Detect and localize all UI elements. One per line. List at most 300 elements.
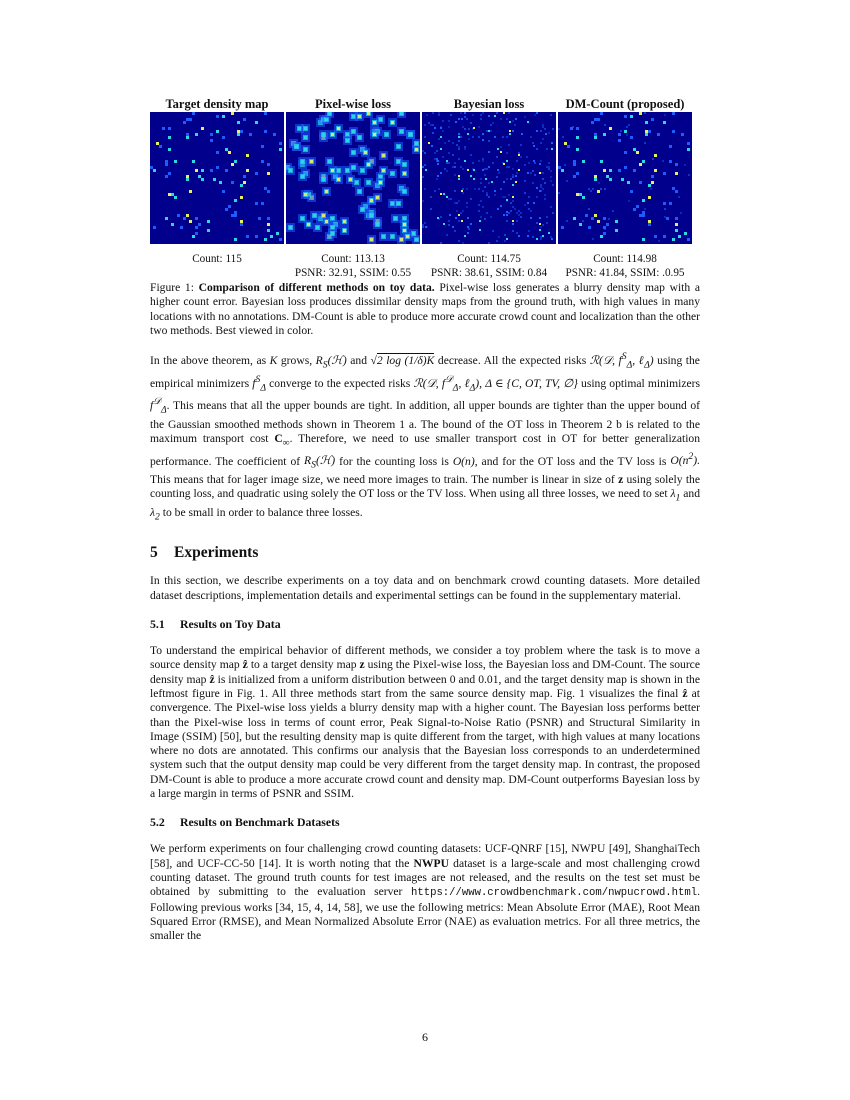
density-pixel: [550, 180, 552, 182]
density-pixel: [397, 202, 400, 205]
density-pixel: [657, 133, 660, 136]
density-pixel: [515, 175, 517, 177]
density-pixel: [510, 210, 512, 212]
density-pixel: [444, 168, 446, 170]
density-pixel: [478, 204, 480, 206]
density-pixel: [484, 218, 486, 220]
density-pixel: [246, 235, 249, 238]
density-pixel: [515, 118, 517, 120]
density-pixel: [526, 156, 528, 158]
density-pixel: [633, 148, 636, 151]
density-pixel: [488, 130, 490, 132]
density-pixel: [448, 120, 450, 122]
figure-caption: [150, 281, 700, 338]
density-pixel: [240, 196, 243, 199]
dmcount-density-map-image: [558, 112, 692, 244]
density-pixel: [183, 121, 186, 124]
density-pixel: [304, 148, 307, 151]
density-pixel: [454, 202, 456, 204]
density-pixel: [518, 235, 520, 237]
density-pixel: [171, 193, 174, 196]
density-pixel: [478, 210, 480, 212]
density-pixel: [508, 112, 510, 114]
density-pixel: [680, 212, 682, 214]
density-pixel: [207, 220, 210, 223]
density-pixel: [186, 118, 189, 121]
density-pixel: [606, 175, 609, 178]
density-pixel: [503, 214, 505, 216]
density-pixel: [264, 238, 267, 241]
density-pixel: [189, 190, 192, 193]
density-pixel: [415, 238, 418, 241]
density-pixel: [644, 208, 646, 210]
page-number: 6: [422, 1030, 428, 1044]
density-pixel: [490, 216, 492, 218]
density-pixel: [630, 190, 633, 193]
density-pixel: [482, 190, 484, 192]
density-pixel: [434, 158, 436, 160]
density-pixel: [171, 223, 174, 226]
density-pixel: [462, 188, 464, 190]
density-pixel: [431, 145, 433, 147]
density-pixel: [162, 127, 165, 130]
density-pixel: [608, 218, 610, 220]
panel-pixelwise: [286, 96, 420, 244]
density-pixel: [322, 214, 325, 217]
density-pixel: [536, 112, 538, 114]
density-pixel: [642, 211, 645, 214]
density-pixel: [458, 200, 460, 202]
density-pixel: [532, 236, 534, 238]
density-pixel: [546, 166, 548, 168]
density-pixel: [448, 152, 450, 154]
density-pixel: [654, 169, 657, 172]
density-pixel: [391, 172, 394, 175]
density-pixel: [480, 182, 482, 184]
density-pixel: [654, 154, 657, 157]
density-pixel: [436, 158, 438, 160]
density-pixel: [540, 238, 542, 240]
density-pixel: [222, 136, 225, 139]
density-pixel: [428, 122, 430, 124]
density-pixel: [502, 196, 504, 198]
density-pixel: [532, 182, 534, 184]
density-pixel: [540, 184, 542, 186]
density-pixel: [603, 217, 606, 220]
density-pixel: [454, 174, 456, 176]
density-pixel: [422, 166, 424, 168]
density-pixel: [255, 121, 258, 124]
density-pixel: [500, 151, 502, 153]
density-pixel: [462, 192, 464, 194]
density-pixel: [486, 192, 488, 194]
metrics-label: PSNR: 32.91, SSIM: 0.55: [294, 267, 412, 279]
density-pixel: [500, 118, 502, 120]
density-pixel: [234, 199, 237, 202]
density-pixel: [255, 202, 258, 205]
density-pixel: [201, 127, 204, 130]
density-pixel: [548, 162, 550, 164]
density-pixel: [225, 148, 228, 151]
density-pixel: [533, 202, 535, 204]
density-pixel: [468, 228, 470, 230]
density-pixel: [174, 196, 177, 199]
density-pixel: [687, 148, 690, 151]
density-pixel: [500, 146, 502, 148]
density-pixel: [675, 229, 678, 232]
density-pixel: [497, 169, 499, 171]
density-pixel: [434, 152, 436, 154]
subsection-heading: 5.1 Results on Toy Data: [150, 617, 281, 632]
density-pixel: [579, 223, 582, 226]
density-pixel: [249, 133, 252, 136]
density-pixel: [645, 130, 648, 133]
density-pixel: [337, 127, 340, 130]
count-label: Count: 115: [192, 253, 242, 265]
density-pixel: [301, 217, 304, 220]
density-pixel: [460, 112, 462, 114]
density-pixel: [536, 222, 538, 224]
density-pixel: [598, 182, 600, 184]
density-pixel: [482, 133, 484, 135]
density-pixel: [485, 178, 487, 180]
density-pixel: [498, 236, 500, 238]
density-pixel: [165, 217, 168, 220]
density-pixel: [492, 230, 494, 232]
density-pixel: [458, 214, 460, 216]
density-pixel: [455, 217, 457, 219]
density-pixel: [618, 133, 621, 136]
density-pixel: [216, 151, 219, 154]
section-intro: In this section, we describe experiments on a toy data and on benchmark crowd counting datasets. More detailed dataset descriptions, implementation details and experimental settings can be found in the supplementary material.: [150, 574, 700, 602]
density-pixel: [648, 130, 651, 133]
density-pixel: [422, 200, 424, 202]
density-pixel: [358, 190, 361, 193]
density-pixel: [448, 126, 450, 128]
density-pixel: [644, 112, 646, 114]
density-pixel: [150, 166, 153, 169]
density-pixel: [450, 114, 452, 116]
density-pixel: [530, 172, 532, 174]
density-pixel: [494, 115, 496, 117]
density-pixel: [503, 163, 505, 165]
density-pixel: [478, 188, 480, 190]
density-pixel: [264, 187, 267, 190]
density-pixel: [651, 175, 654, 178]
density-pixel: [460, 212, 462, 214]
density-pixel: [430, 124, 432, 126]
density-pixel: [267, 229, 270, 232]
density-pixel: [626, 134, 628, 136]
density-pixel: [548, 166, 550, 168]
density-pixel: [687, 238, 690, 241]
density-pixel: [432, 112, 434, 114]
density-pixel: [168, 172, 171, 175]
density-pixel: [261, 145, 264, 148]
density-pixel: [195, 133, 198, 136]
density-pixel: [174, 160, 177, 163]
density-pixel: [458, 220, 460, 222]
density-pixel: [240, 184, 243, 187]
density-pixel: [295, 145, 298, 148]
density-pixel: [582, 160, 585, 163]
density-pixel: [628, 124, 630, 126]
density-pixel: [562, 136, 564, 138]
density-pixel: [480, 200, 482, 202]
density-pixel: [603, 169, 606, 172]
density-pixel: [592, 238, 594, 240]
density-pixel: [642, 199, 645, 202]
density-pixel: [331, 133, 334, 136]
density-pixel: [464, 128, 466, 130]
density-pixel: [466, 202, 468, 204]
density-pixel: [243, 181, 246, 184]
density-pixel: [240, 130, 243, 133]
density-pixel: [331, 169, 334, 172]
density-pixel: [382, 154, 385, 157]
density-pixel: [576, 148, 579, 151]
density-pixel: [675, 172, 678, 175]
density-pixel: [440, 172, 442, 174]
pixelwise-density-map-image: [286, 112, 420, 244]
density-pixel: [479, 229, 481, 231]
density-pixel: [651, 118, 654, 121]
density-pixel: [424, 188, 426, 190]
density-pixel: [467, 169, 469, 171]
density-pixel: [425, 226, 427, 228]
density-pixel: [460, 166, 462, 168]
density-pixel: [579, 193, 582, 196]
density-pixel: [424, 152, 426, 154]
density-pixel: [564, 164, 566, 166]
density-pixel: [540, 226, 542, 228]
paper-page: [150, 96, 700, 943]
density-pixel: [426, 114, 428, 116]
density-pixel: [527, 172, 529, 174]
density-pixel: [440, 136, 442, 138]
density-pixel: [307, 223, 310, 226]
density-pixel: [636, 205, 639, 208]
density-pixel: [270, 235, 273, 238]
density-pixel: [322, 133, 325, 136]
density-pixel: [443, 223, 445, 225]
density-pixel: [624, 115, 627, 118]
density-pixel: [594, 178, 597, 181]
density-pixel: [462, 210, 464, 212]
density-pixel: [492, 162, 494, 164]
density-pixel: [488, 182, 490, 184]
density-pixel: [222, 190, 225, 193]
density-pixel: [675, 190, 678, 193]
density-pixel: [548, 232, 550, 234]
density-pixel: [672, 238, 675, 241]
density-pixel: [592, 188, 594, 190]
density-pixel: [422, 224, 424, 226]
density-pixel: [461, 190, 463, 192]
density-pixel: [464, 235, 466, 237]
metrics-label: PSNR: 38.61, SSIM: 0.84: [430, 267, 548, 279]
density-pixel: [684, 164, 686, 166]
density-pixel: [210, 169, 213, 172]
density-pixel: [504, 240, 506, 242]
density-pixel: [603, 133, 606, 136]
density-pixel: [210, 139, 213, 142]
density-pixel: [486, 212, 488, 214]
density-pixel: [442, 120, 444, 122]
density-pixel: [530, 210, 532, 212]
density-pixel: [216, 166, 219, 169]
density-pixel: [478, 126, 480, 128]
density-pixel: [467, 133, 469, 135]
evaluation-server-url[interactable]: https://www.crowdbenchmark.com/nwpucrowd.html: [411, 887, 698, 900]
density-pixel: [352, 130, 355, 133]
density-pixel: [424, 124, 426, 126]
density-pixel: [355, 181, 358, 184]
density-pixel: [325, 190, 328, 193]
density-pixel: [645, 121, 648, 124]
figure-1: [150, 96, 700, 338]
density-pixel: [443, 193, 445, 195]
density-pixel: [165, 160, 168, 163]
density-pixel: [550, 114, 552, 116]
density-pixel: [482, 112, 484, 114]
density-pixel: [484, 168, 486, 170]
density-pixel: [478, 160, 480, 162]
density-pixel: [687, 142, 690, 145]
density-pixel: [261, 160, 264, 163]
density-pixel: [379, 181, 382, 184]
density-pixel: [195, 232, 198, 235]
density-pixel: [316, 226, 319, 229]
density-pixel: [376, 223, 379, 226]
density-pixel: [678, 235, 681, 238]
density-pixel: [681, 133, 684, 136]
density-pixel: [506, 199, 508, 201]
density-pixel: [500, 188, 502, 190]
density-pixel: [358, 136, 361, 139]
density-pixel: [472, 162, 474, 164]
density-pixel: [243, 118, 246, 121]
density-pixel: [452, 226, 454, 228]
density-pixel: [298, 127, 301, 130]
density-pixel: [536, 196, 538, 198]
density-pixel: [478, 136, 480, 138]
density-pixel: [246, 154, 249, 157]
density-pixel: [391, 235, 394, 238]
density-pixel: [367, 163, 370, 166]
density-pixel: [506, 178, 508, 180]
density-pixel: [624, 166, 627, 169]
density-pixel: [346, 169, 349, 172]
density-pixel: [506, 136, 508, 138]
density-pixel: [436, 178, 438, 180]
density-pixel: [536, 148, 538, 150]
density-pixel: [504, 196, 506, 198]
density-pixel: [448, 140, 450, 142]
density-pixel: [434, 127, 436, 129]
density-pixel: [464, 160, 466, 162]
density-pixel: [509, 130, 511, 132]
density-pixel: [467, 217, 469, 219]
density-pixel: [438, 114, 440, 116]
density-pixel: [506, 238, 508, 240]
density-pixel: [198, 175, 201, 178]
density-pixel: [624, 151, 627, 154]
density-pixel: [514, 208, 516, 210]
density-pixel: [663, 235, 666, 238]
density-pixel: [663, 202, 666, 205]
density-pixel: [343, 220, 346, 223]
density-pixel: [438, 112, 440, 114]
density-pixel: [512, 120, 514, 122]
density-pixel: [243, 175, 246, 178]
density-pixel: [165, 175, 168, 178]
density-pixel: [542, 124, 544, 126]
density-pixel: [672, 112, 675, 115]
theorem-paragraph: In the above theorem, as K grows, $R_S(ℋ)$ and √2 log (1/δ)K decrease. All the expected risks ℛ(𝒟, $f^S_\Delta$, ℓ$_\Delta$) using the empirical minimizers $f^S_\Delta$ converge to the expected risks ℛ(𝒟, $f^𝒟_\Delta$, ℓ$_\Delta$), Δ ∈ {C, OT, TV, ∅} using optimal minimizers $f^𝒟_\Delta$. This means that all the upper bounds are tight. In addition, all upper bounds are tighter than the upper bound of the Gaussian smoothed methods shown in Theorem 1 a. The bound of the OT loss in Theorem 2 b is related to the maximum transport cost $C_\infty$. Therefore, we need to use smaller transport cost in OT for better generalization performance. The coefficient of $R_S(ℋ)$ for the counting loss is O(n), and for the OT loss and the TV loss is $O(n^2)$. This means that for lager image size, we need more images to train. The number is linear in size of z using solely the counting loss, and quadratic using solely the OT loss or the TV loss. When using all three losses, we need to set $\lambda_1$ and $\lambda_2$ to be small in order to balance three losses.: [150, 351, 701, 523]
density-pixel: [540, 186, 542, 188]
density-pixel: [361, 169, 364, 172]
density-pixel: [550, 176, 552, 178]
density-pixel: [558, 166, 561, 169]
density-pixel: [454, 166, 456, 168]
density-pixel: [573, 175, 576, 178]
density-pixel: [497, 208, 499, 210]
density-pixel: [373, 121, 376, 124]
density-pixel: [552, 212, 554, 214]
density-pixel: [606, 223, 609, 226]
density-pixel: [550, 206, 552, 208]
density-pixel: [458, 146, 460, 148]
panel-title: Target density map: [165, 97, 269, 111]
density-pixel: [442, 130, 444, 132]
density-pixel: [480, 178, 482, 180]
density-pixel: [542, 138, 544, 140]
density-pixel: [279, 142, 282, 145]
density-pixel: [462, 168, 464, 170]
density-pixel: [636, 151, 639, 154]
density-pixel: [186, 133, 189, 136]
density-pixel: [397, 145, 400, 148]
density-pixel: [468, 128, 470, 130]
density-pixel: [343, 229, 346, 232]
panel-title: Bayesian loss: [453, 97, 525, 111]
density-pixel: [446, 160, 448, 162]
density-pixel: [624, 130, 627, 133]
density-pixel: [536, 130, 538, 132]
density-pixel: [415, 142, 418, 145]
density-pixel: [542, 235, 544, 237]
density-pixel: [409, 133, 412, 136]
density-pixel: [479, 220, 481, 222]
density-pixel: [434, 190, 436, 192]
density-pixel: [456, 144, 458, 146]
density-pixel: [600, 188, 602, 190]
density-pixel: [153, 226, 156, 229]
density-pixel: [470, 154, 472, 156]
density-pixel: [361, 208, 364, 211]
density-pixel: [473, 169, 475, 171]
density-pixel: [473, 127, 475, 129]
density-pixel: [346, 139, 349, 142]
bayesian-density-map-image: [422, 112, 556, 244]
density-pixel: [600, 235, 603, 238]
density-pixel: [440, 148, 442, 150]
density-pixel: [591, 121, 594, 124]
density-pixel: [496, 240, 498, 242]
density-pixel: [506, 166, 508, 168]
density-pixel: [669, 160, 672, 163]
